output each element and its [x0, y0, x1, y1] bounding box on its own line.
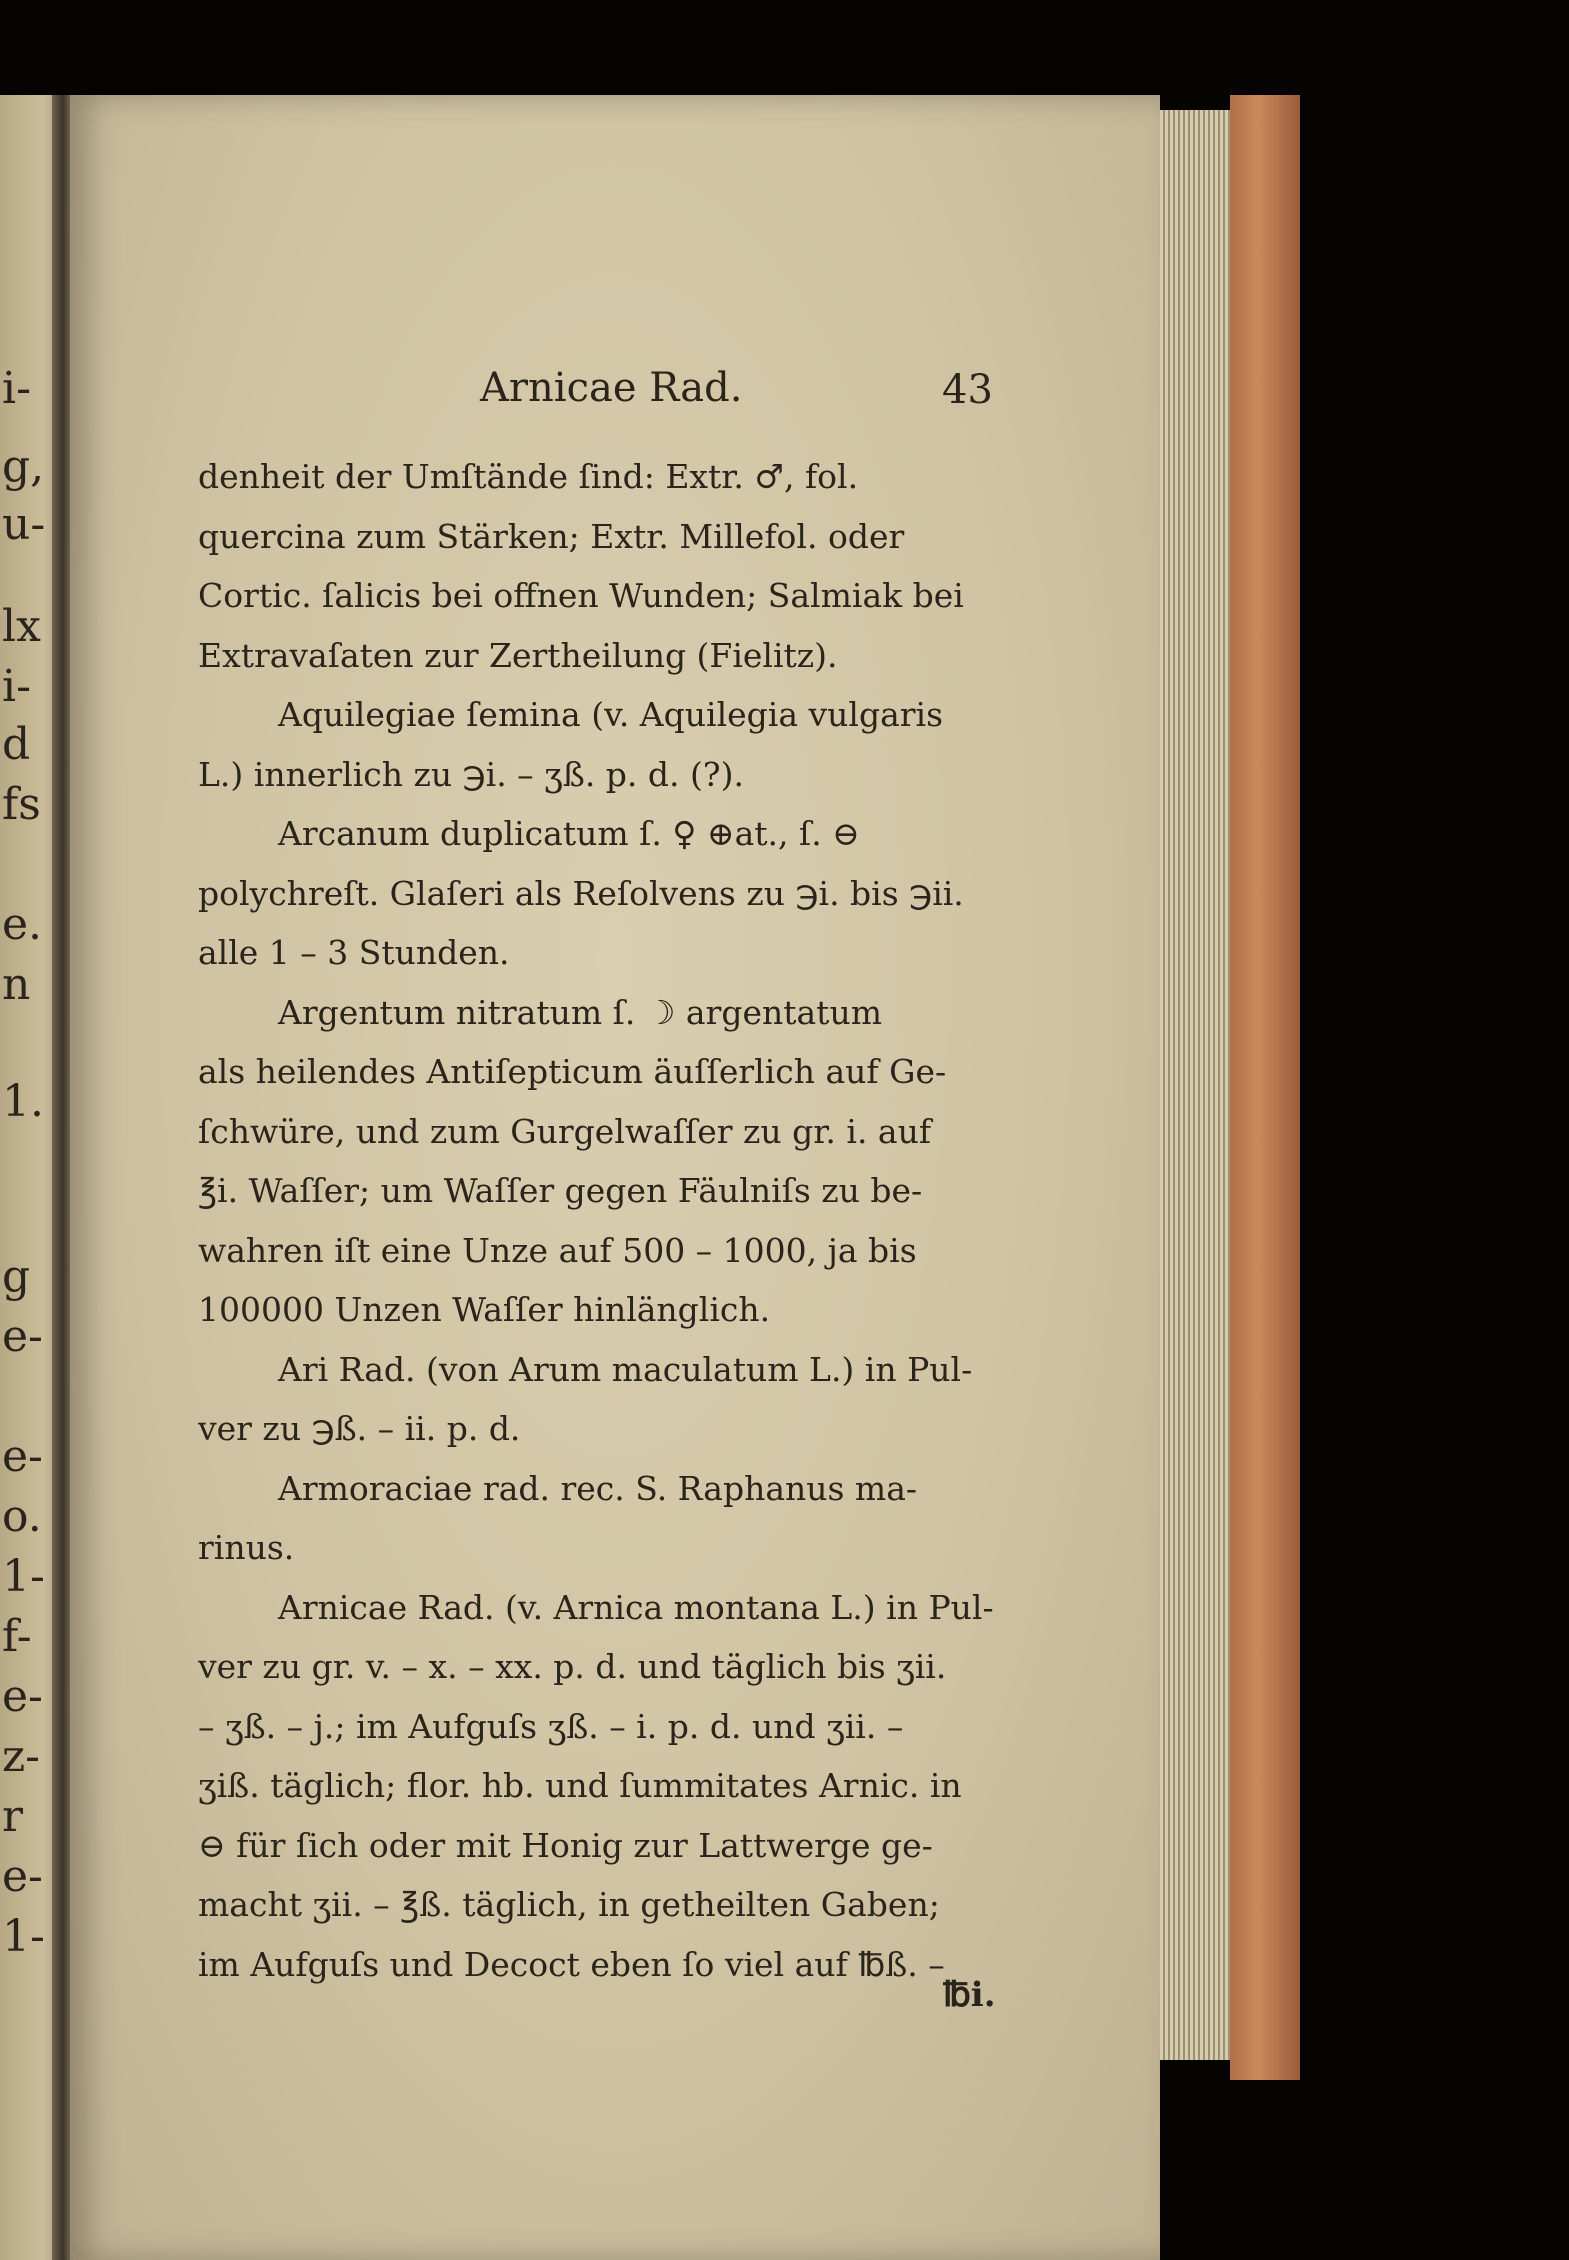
margin-fragment: i- [2, 363, 31, 414]
entry-heading-line: Arnicae Rad. (v. Arnica montana L.) in Pul- [278, 1587, 994, 1627]
margin-fragment: lx [2, 601, 41, 652]
text-line: denheit der Umſtände ſind: Extr. ♂, fol. [198, 457, 859, 496]
text-line: 100000 Unzen Waſſer hinlänglich. [198, 1290, 771, 1329]
text-line: alle 1 – 3 Stunden. [198, 933, 510, 972]
margin-fragment: e- [2, 1311, 43, 1362]
margin-fragment: 1- [2, 1911, 45, 1962]
margin-fragment: e. [2, 899, 43, 950]
margin-fragment: 1- [2, 1551, 45, 1602]
body-text [198, 447, 1018, 1994]
entry-heading-line: Argentum nitratum ſ. ☽ argentatum [278, 992, 882, 1032]
text-line: als heilendes Antiſepticum äuſſerlich auf Ge- [198, 1052, 947, 1091]
catchword: ℔i. [943, 1975, 996, 2015]
running-head: Arnicae Rad. [480, 365, 743, 411]
text-line: ʒiß. täglich; flor. hb. und ſummitates Arnic. in [198, 1766, 962, 1805]
text-line: – ʒß. – j.; im Aufguſs ʒß. – i. p. d. und ʒii. – [198, 1706, 904, 1746]
margin-fragment: z- [2, 1731, 41, 1782]
margin-fragment: n [2, 959, 31, 1010]
text-line: ver zu ℈ß. – ii. p. d. [198, 1409, 521, 1448]
entry-heading-line: Arcanum duplicatum ſ. ♀ ⊕at., ſ. ⊖ [278, 814, 860, 853]
margin-fragment: 1. [2, 1076, 44, 1127]
text-line: wahren iſt eine Unze auf 500 – 1000, ja bis [198, 1230, 917, 1270]
text-line: Extravaſaten zur Zertheilung (Fielitz). [198, 635, 838, 675]
text-line: quercina zum Stärken; Extr. Millefol. oder [198, 516, 905, 556]
text-line: L.) innerlich zu ℈i. – ʒß. p. d. (?). [198, 754, 744, 794]
margin-fragment: g, [2, 441, 45, 492]
page-block-edges [1160, 110, 1230, 2060]
margin-fragment: e- [2, 1671, 43, 1722]
margin-fragment: i- [2, 661, 31, 712]
text-line: polychreſt. Glaſeri als Reſolvens zu ℈i. bis ℈ii. [198, 873, 964, 913]
margin-fragment: f- [2, 1611, 32, 1662]
text-line: rinus. [198, 1528, 295, 1567]
margin-fragment: o. [2, 1491, 42, 1542]
text-line: ver zu gr. v. – x. – xx. p. d. und täglich bis ʒii. [198, 1647, 947, 1686]
text-line: ⊖ für ſich oder mit Honig zur Lattwerge ge- [198, 1825, 933, 1865]
text-line: im Aufguſs und Decoct eben ſo viel auf ℔ß. – [198, 1944, 945, 1984]
book-page [70, 95, 1160, 2260]
text-line: ſchwüre, und zum Gurgelwaſſer zu gr. i. auf [198, 1111, 932, 1151]
margin-fragment: r [2, 1791, 24, 1842]
entry-heading-line: Aquilegiae ſemina (v. Aquilegia vulgaris [278, 695, 944, 734]
entry-heading-line: Ari Rad. (von Arum maculatum L.) in Pul- [278, 1349, 973, 1389]
text-line: Cortic. ſalicis bei offnen Wunden; Salmiak bei [198, 576, 964, 615]
margin-fragment: g [2, 1251, 31, 1302]
margin-fragment: fs [2, 779, 41, 830]
cover-edge [1230, 95, 1300, 2080]
text-line: ℥i. Waſſer; um Waſſer gegen Fäulniſs zu be- [198, 1171, 923, 1210]
text-line: macht ʒii. – ℥ß. täglich, in getheilten Gaben; [198, 1885, 940, 1924]
margin-fragment: e- [2, 1851, 43, 1902]
entry-heading-line: Armoraciae rad. rec. S. Raphanus ma- [278, 1468, 918, 1508]
page-number: 43 [942, 367, 993, 413]
background [1300, 95, 1569, 2260]
margin-fragment: e- [2, 1431, 43, 1482]
margin-fragment: d [2, 719, 31, 770]
margin-fragment: u- [2, 499, 46, 550]
